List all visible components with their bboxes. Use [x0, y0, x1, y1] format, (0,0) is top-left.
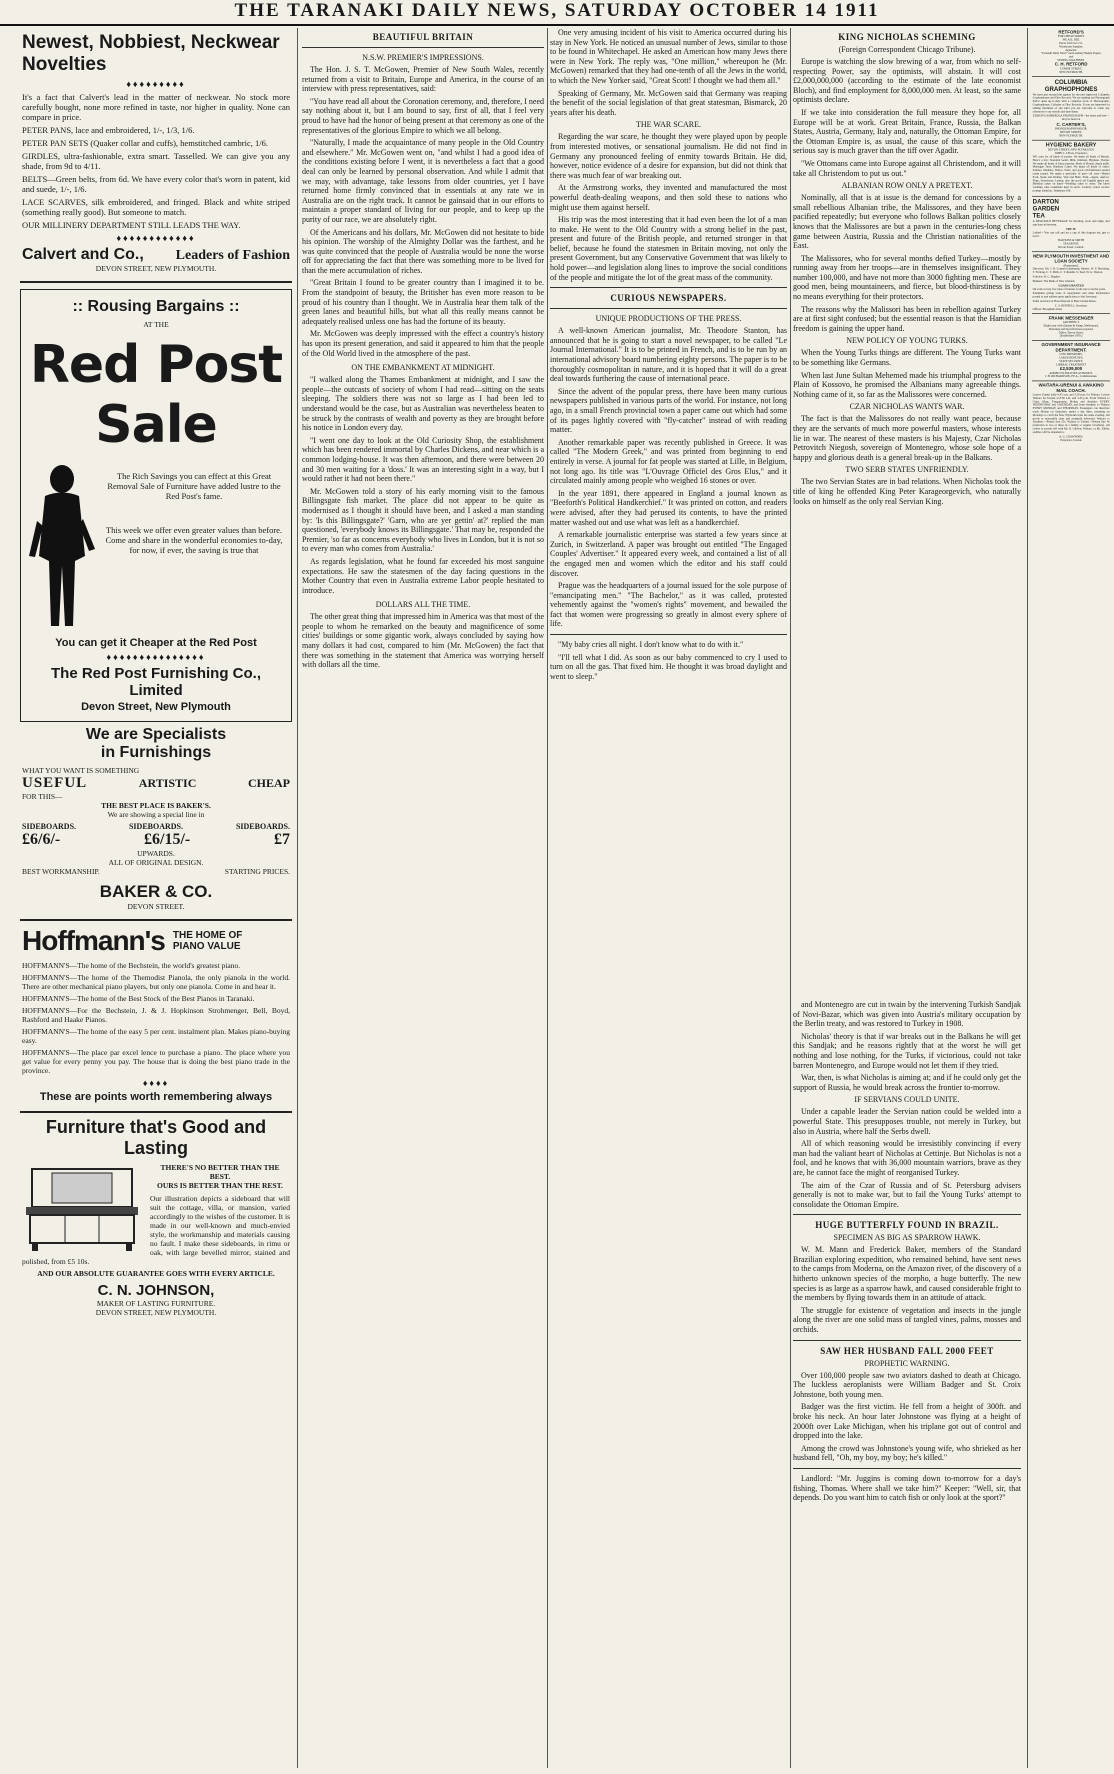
- hoffmann-home: THE HOME OF PIANO VALUE: [172, 930, 243, 952]
- darton-body: A DELICIOUS BEVERAGE for morning, noon and night, and any hour in between.: [1032, 219, 1110, 227]
- article-paragraph: Prague was the headquarters of a journal issued for the sole purpose of "emancipating men." "The Bachelor," as it was called, protested vehemently against the "women's rights" movement, and bewailed the fact that women were progressing so greatly in almost every sphere of life.: [550, 581, 787, 629]
- article-subtitle: PROPHETIC WARNING.: [864, 1358, 950, 1368]
- advertisements-column-left: [20, 28, 292, 1768]
- column-rule: [297, 28, 298, 1768]
- hoffmann-advertisement: [20, 921, 292, 1113]
- calvert-line: PETER PANS, lace and embroidered, 1/-, 1/3, 1/6.: [22, 125, 195, 135]
- article-paragraph: Nominally, all that is at issue is the demand for concessions by a small rebellious Albanian tribe, the Malissores, and they have been pacified repeatedly; but everyone who follows Balkan politics closely knows that the Malissores are but a pawn in the centuries-long chess game between Austria, Russia and the Christian nationalities of the East.: [793, 193, 1021, 251]
- insurance-line: LIBERAL TREATMENT: [1056, 362, 1087, 366]
- investment-offices: Offices: Brougham-street: [1032, 307, 1063, 311]
- baker-special: We are showing a special line in: [107, 810, 205, 819]
- columbia-advertisement: [1032, 77, 1110, 141]
- insurance-amount: £2,539,000: [1060, 365, 1083, 372]
- sideboard-price: £6/6/-: [22, 831, 61, 848]
- article-paragraph: If we take into consideration the full measure they hope for, all Europe will be at work. Great Britain, France, Russia, the Balkan States, Austria, Germany, Italy and, naturally, the Ottoman Empire, for the Ottoman Empire is, as usual, the cause of this scare, which the serious say is much graver than the tiff over Agadir.: [793, 107, 1021, 156]
- retford-prices: Prices from 5s to £1.: [1059, 41, 1084, 45]
- column-rule: [547, 28, 548, 1768]
- article-paragraph: and Montenegro are cut in twain by the intervening Turkish Sandjak of Novi-Bazar, which was given into Austria's military occupation by the Berlin treaty, and was restored to Turkey in 1908.: [793, 1000, 1021, 1029]
- baker-address: DEVON STREET.: [127, 902, 185, 911]
- retford-advertisement: [1032, 28, 1110, 77]
- article-paragraph: A remarkable journalistic enterprise was started a few years since at Zurich, in Switzerland. A paper was brought out entitled "The Engaged Couples' Advertiser." It appeared every week, and contained a list of all the engaged men and women which the editor and his staff could discover.: [550, 530, 787, 578]
- johnson-address: DEVON STREET, NEW PLYMOUTH.: [95, 1308, 217, 1317]
- retford-title: RETFORD'S: [1058, 29, 1084, 35]
- article-paragraph: The reasons why the Malissori has been in rebellion against Turkey are at first sight confused; but the essential reason is that the Hamidian freedom is gaining the upper hand.: [793, 304, 1021, 333]
- retford-and: and: [1069, 54, 1074, 59]
- section-heading: NEW POLICY OF YOUNG TURKS.: [846, 336, 968, 346]
- johnson-advertisement: [20, 1113, 292, 1325]
- ornament: ♦♦♦♦♦♦♦♦♦♦♦♦♦♦♦: [106, 652, 206, 662]
- red-post-company: The Red Post Furnishing Co., Limited: [51, 665, 261, 699]
- hoffmann-line: HOFFMANN'S—For the Bechstein, J. & J. Hopkinson Strohmenger, Bell, Boyd, Rashford and Haake Pianos.: [22, 1006, 290, 1024]
- baker-name: BAKER & CO.: [99, 882, 213, 901]
- article-title: SAW HER HUSBAND FALL 2000 FEET: [820, 1345, 994, 1356]
- baker-workmanship: BEST WORKMANSHIP.: [22, 867, 100, 876]
- baker-artistic: ARTISTIC: [138, 776, 197, 790]
- section-heading: CZAR NICHOLAS WANTS WAR.: [849, 402, 965, 412]
- article-paragraph: A well-known American journalist, Mr. Theodore Stanton, has announced that he is going to start a novel newspaper, to be called "Le Journal International." It is to be printed in French, and is to be run by an international advisory board numbering eighty persons. The paper is to be thoroughly cosmopolitan in nature, and it is hoped that it will do a great deal towards furthering the cause of international peace.: [550, 326, 787, 384]
- red-post-advertisement: [20, 289, 292, 722]
- divider: [302, 47, 544, 48]
- section-heading: THE WAR SCARE.: [636, 120, 701, 130]
- investment-bankers: Bankers: The Bank of New Zealand.: [1032, 279, 1076, 283]
- article-paragraph: "I'll tell what I did. As soon as our baby commenced to cry I used to turn on all the gas. That fixed him. He thought it was broad daylight and went to sleep.": [550, 652, 787, 681]
- article-paragraph: The struggle for existence of vegetation and insects in the jungle along the river are one solid mass of tangled vines, palms, mosses and orchids.: [793, 1305, 1021, 1335]
- baker-starting: STARTING PRICES.: [224, 867, 290, 876]
- insurance-agent: J. H. RICHARDSON, F.F.A., Commissioner.: [1044, 374, 1098, 378]
- messenger-title: ARCHITECT.: [1062, 320, 1080, 324]
- hoffmann-line: HOFFMANN'S—The home of the Themodist Pianola, the only pianola in the world. There are other mechanical piano players, but only one pianola. Come in and hear it.: [22, 973, 290, 991]
- insurance-advertisement: [1032, 341, 1110, 381]
- calvert-line: GIRDLES, ultra-fashionable, extra smart. Tasselled. We can give you any shade, from 9d to 4/11.: [22, 151, 290, 171]
- calvert-line: BELTS—Green belts, from 6d. We have every color that's worn in patent, kid and suede, 1/-, 1/6.: [22, 174, 290, 194]
- baker-head-2: in Furnishings: [100, 744, 212, 761]
- calvert-line: LACE SCARVES, silk embroidered, and fringed. Black and white striped (something really good). But someone to match.: [22, 197, 290, 217]
- sideboard-illustration-image: [22, 1163, 142, 1253]
- insurance-line: LOW PREMIUMS,: [1059, 352, 1083, 356]
- messenger-note: (Eight year with Oakden & Kemp, Melbourne).: [1043, 323, 1099, 328]
- columbia-title: COLUMBIA GRAPHOPHONES: [1044, 78, 1098, 93]
- sideboard-label: SIDEBOARDS.: [235, 822, 290, 831]
- investment-secretary: C. S. RENNELL, Secretary.: [1054, 303, 1088, 308]
- article-title: KING NICHOLAS SCHEMING: [838, 32, 976, 42]
- curious-newspapers-article: [550, 28, 787, 1768]
- silhouette-figure-image: [27, 461, 97, 631]
- johnson-tagline-1: THERE'S NO BETTER THAN THE BEST.: [160, 1163, 280, 1181]
- calvert-slogan: Leaders of Fashion: [175, 248, 290, 263]
- baker-designs: ALL OF ORIGINAL DESIGN.: [108, 858, 204, 867]
- section-heading: TWO SERB STATES UNFRIENDLY.: [845, 465, 969, 475]
- ornament: ♦♦♦♦♦♦♦♦♦: [126, 79, 186, 89]
- insurance-added: ADDED TO POLICIES AS BONUS.: [1049, 371, 1093, 375]
- hoffmann-footer: These are points worth remembering always: [39, 1091, 273, 1103]
- article-title: HUGE BUTTERFLY FOUND IN BRAZIL.: [815, 1220, 999, 1231]
- messenger-name: FRANK MESSENGER: [1048, 315, 1094, 321]
- darton-title: GARDEN: [1032, 205, 1060, 212]
- baker-for-this: FOR THIS—: [22, 792, 63, 801]
- sideboard-price: £7: [274, 831, 290, 848]
- article-paragraph: Among the crowd was Johnstone's young wife, who shrieked as her husband fell, "Oh, my boy, my boy; he's killed.": [793, 1443, 1021, 1463]
- hoffmann-line: HOFFMANN'S—The home of the Best Stock of the Best Pianos in Taranaki.: [22, 994, 255, 1003]
- masthead: THE TARANAKI DAILY NEWS, SATURDAY OCTOBER 14 1911: [0, 0, 1114, 26]
- retford-name: C. H. RETFORD: [1054, 61, 1088, 67]
- hoffmann-line: HOFFMANN'S—The place par excel lence to purchase a piano. The place where you get value for every penny you pay. The house that is doing the best piano trade in the province.: [22, 1048, 290, 1075]
- article-paragraph: "You have read all about the Coronation ceremony, and, therefore, I need say nothing about it, but I am bound to say, first of all, that I feel very proud to have had the honor of being present at that ceremony as one of the representatives of the glorious Empire to which we all belong.: [302, 96, 544, 135]
- darton-title: DARTON: [1032, 198, 1059, 205]
- calvert-address: DEVON STREET, NEW PLYMOUTH.: [95, 264, 217, 273]
- article-paragraph: At the Armstrong works, they invented and manufactured the most powerful death-dealing weapons, and then sold these to nations who might use them against herself.: [550, 183, 787, 212]
- ornament: ♦♦♦♦♦♦♦♦♦♦♦♦: [116, 233, 196, 243]
- calvert-name: Calvert and Co.,: [22, 246, 144, 263]
- article-paragraph: In the year 1891, there appeared in England a journal known as "Beeforth's Political Handkerchief." It was printed on cotton, and readers were advised, after they had perused its contents, to have the printed matter washed out and use what was left as a handkerchief.: [550, 488, 787, 527]
- messenger-office: Office: Devon Street,: [1058, 330, 1084, 334]
- messenger-est: [Established 1876.]: [1059, 334, 1083, 338]
- investment-loans: LOANS GRANTED: [1058, 283, 1084, 288]
- coach-title: WAITARA-URENUI & AWAKINO MAIL COACH.: [1038, 382, 1104, 393]
- coach-name: A. G. CRAWFORD,: [1059, 434, 1084, 439]
- article-paragraph: Mr. McGowen was deeply impressed with the effect a country's history has upon its present generation, and said it appeared to him that the people of the Old World lived in the atmosphere of the past.: [302, 329, 544, 358]
- article-paragraph: Europe is watching the slow brewing of a war, from which no self-respecting Power, say the optimists, will abstain. It will cost £2,000,000,000 (according to the estimate of the late economist Bloch), and find employment for 8,000,000 men. At least, so the same optimists declare.: [793, 57, 1021, 105]
- baker-best-place: THE BEST PLACE IS BAKER'S.: [101, 801, 211, 810]
- divider: [793, 1468, 1021, 1469]
- article-paragraph: The fact is that the Malissores do not really want peace, because they are the servants of much more powerful masters, whose interests lie in war. The nearest of these masters is his Majesty, Czar Nicholas Petrovitch Niegosh, sovereign of Montenegro, whose sole hope of a happy and glorious death is a general break-up in the Balkans.: [793, 414, 1021, 462]
- columbia-edison: EDISON'S AMBEROLA PHONOGRAPH—the latest and best—may be heard at: [1032, 114, 1110, 121]
- baker-advertisement: [20, 722, 292, 921]
- article-paragraph: "My baby cries all night. I don't know what to do with it.": [558, 640, 744, 650]
- article-paragraph: The other great thing that impressed him in America was that most of the people to whom he remarked on the beauty and magnificence of some cities' buildings or some gigantic work, always concluded by saying how many dollars it had cost, compared to him (Mr. McGowen) the fact that there was something in the statement that America was worrying herself with dollars all the time.: [302, 612, 544, 670]
- hoffmann-line: HOFFMANN'S—The home of the Bechstein, the world's greatest piano.: [22, 961, 241, 970]
- retford-agency-text: "Taranaki Daily News" and Leading Weekly Papers,: [1040, 51, 1102, 55]
- hoffmann-name: Hoffmann's: [22, 925, 165, 956]
- johnson-body: Our illustration depicts a sideboard that will suit the cottage, villa, or mansion, varied accordingly to the wishes of the customer. It is made in our well-known and much-envied style, the workmanship and materials causing no fault. I make these sideboards, in rimu or oak, with large bevelled mirror, stained and polished, from £5 10s.: [22, 1194, 290, 1266]
- baker-cheap: CHEAP: [247, 776, 290, 790]
- divider: [550, 287, 787, 288]
- coach-body: Leaves Urenui daily 6.45 a.m. and 3.50 p.m. for Waitara. Leaves Waitara for Urenui at 8.30 a.m. and 5.45 p.m. From Waitara to Uruti, Okau, Tongaporutu, Mokau and Awakino EVERY WEDNESDAY and SATURDAY, and from Awakino to Waitara EVERY MONDAY and THURSDAY. Passengers can therefore reach Mokau on Saturdays, spend a day there, returning on Mondays to catch the New Plymouth train the same evening. All goods at reasonable rates and promptly delivered. Waitara to Awakino.—Return fare 25s. Waitara to Urenui.—Return fare 4s (reduction to two or three in a family or regular travellers). All orders or parcels left with Mr. R. Gibbon, Waitara, or Mr. Kibby, saddler, will be attended to.: [1032, 392, 1110, 434]
- article-paragraph: "Naturally, I made the acquaintance of many people in the Old Country and elsewhere." Mr. McGowen went on, "and whilst I had a good idea of the conditions existing before I went, it is nevertheless a fact that a good deal can only be learned by personal observation. And while I admit that we may, with advantage, take lessons from older countries, yet I have returned home firmly convinced that in essentials at any rate we in Australia are on the right track. It cannot be gainsaid that in our efforts to maintain a proper standard of living for our people, and to keep up the purity of our race, we are absolutely right.: [302, 138, 544, 224]
- article-paragraph: The Malissores, who for several months defied Turkey—mostly by running away from her troops—are in themselves insignificant. They number 100,000, and have not more than 3000 fighting men. These are good men, being mountaineers, and fierce, but blood-thirstiness is by no means everything for their protectors.: [793, 253, 1021, 302]
- retford-agencies: Agencies:: [1065, 48, 1077, 52]
- calvert-line: It's a fact that Calvert's lead in the matter of neckwear. No stock more carefully bought, none more refined in taste, nor higher in quality. None can compare in price.: [22, 92, 290, 122]
- article-title: BEAUTIFUL BRITAIN: [372, 32, 474, 42]
- article-paragraph: Nicholas' theory is that if war breaks out in the Balkans he will get this Sandjak; and he reasons rightly that at the worst he will get nothing and lose nothing, for the Turks, if victorious, could not take barren Montenegro, and Europe would not let them if they tried.: [793, 1031, 1021, 1070]
- red-post-body-1: The Rich Savings you can effect at this Great Removal Sale of Furniture have added lustre to the Red Post's fame.: [107, 471, 281, 501]
- article-paragraph: The aim of the Czar of Russia and of St. Petersburg advisers generally is not to make war, but to fail the Young Turks' attempt to consolidate the Ottoman Empire.: [793, 1180, 1021, 1209]
- red-post-body-2: This week we offer even greater values than before. Come and share in the wonderful economies to-day, for now, if ever, the saving is true that: [105, 525, 283, 555]
- mail-coach-advertisement: [1032, 381, 1110, 444]
- column-rule: [790, 28, 791, 1768]
- red-post-title: Red Post Sale: [29, 335, 283, 455]
- article-subtitle: (Foreign Correspondent Chicago Tribune).: [838, 45, 976, 54]
- retford-street: CURRIE STREET,: [1059, 66, 1083, 71]
- bakery-title: HYGIENIC BAKERY: [1045, 141, 1097, 148]
- divider: [550, 634, 787, 635]
- columbia-name: C. CARTER'S,: [1056, 121, 1086, 127]
- johnson-maker: MAKER OF LASTING FURNITURE.: [96, 1299, 216, 1308]
- section-heading: DOLLARS ALL THE TIME.: [375, 600, 471, 610]
- investment-directors: Directors: Mr. J. B. Connett (chairman), Messrs. W. P. Brooking, T. Furlong, C. T. Mills, C. T. Rundle, S. Teed, W. G. Weston.: [1032, 267, 1110, 274]
- darton-tea-advertisement: [1032, 197, 1110, 252]
- article-paragraph: When the Young Turks things are different. The Young Turks want to be something like Germans.: [793, 348, 1021, 368]
- baker-upwards: UPWARDS.: [137, 849, 175, 858]
- investment-title: NEW PLYMOUTH INVESTMENT AND LOAN SOCIETY: [1032, 253, 1110, 264]
- article-paragraph: Regarding the war scare, he thought they were played upon by people from interested motives, or sensational journalism. He did not find in Germany any pronounced feeling of enmity towards Britain. He did, however, notice evidence of a desire for expansion, but did not think that there was much fear of war breaking out.: [550, 132, 787, 180]
- section-heading: ALBANIAN ROW ONLY A PRETEXT.: [841, 181, 973, 191]
- article-paragraph: Under a capable leader the Servian nation could be welded into a powerful State. This presupposes trouble, not merely in Turkey, but also in Austria, where half the Serbs dwell.: [793, 1107, 1021, 1136]
- columbia-parlor: PHONOGRAPH PARLOR,: [1054, 126, 1088, 131]
- sideboard-label: SIDEBOARDS.: [22, 822, 77, 831]
- columbia-body: We have just secured the agency for the new improved Columbia Graphophones and Disc Records. We are making our Phonograph Parlor quite up-to-date with a complete stock of Phonographs, Graphophones, Cylinder or Disc Records. If you are interested in talking machines of any kind you are welcome to come any afternoon to our recitals and hear them.: [1032, 92, 1110, 113]
- article-paragraph: The two Servian States are in bad relations. When Nicholas took the title of king he offended King Peter Karageorgevich, who naturally looks on himself as the only real Servian King.: [793, 477, 1021, 506]
- article-paragraph: Another remarkable paper was recently published in Greece. It was called "The Modern Greek," and was printed from beginning to end entirely in verse. A journal for fat people was started at Lille, in Belgium, not long ago. Its title was "L'Ouvrage Officiel des Gros Elus," and it circulated mainly among people who weighed 16 stones or over.: [550, 437, 787, 486]
- article-paragraph: W. M. Mann and Frederick Baker, members of the Standard Brazilian exploring expedition, who remained behind, have sent news to the camps from Moderna, on the Amazon river, of the discovery of a hitherto unknown species of the morpho, a huge butterfly. The new species is as large as a sparrow hawk, and caused considerable fright to the members by flying towards them in an attitude of attack.: [793, 1245, 1021, 1303]
- darton-title: TEA: [1032, 212, 1045, 220]
- article-paragraph: When last June Sultan Mehemed made his triumphal progress to the Plain of Kossovo, he promised the Albanians many agreeable things. Nothing came of it, so far as the Malissores were concerned.: [793, 370, 1021, 399]
- darton-depot: TEA DEPOT,: [1063, 241, 1080, 246]
- article-paragraph: "Great Britain I found to be greater country than I imagined it to be. From the standpoint of beauty, the Britisher has even more reason to be proud of his country than I thought. We in Australia hear them talk of the green lanes and beautiful hills, but what all this really means cannot be adequately realised unless one has had the fortune of its beauty.: [302, 278, 544, 326]
- columbia-street: DEVON STREET,: [1060, 130, 1083, 134]
- investment-loans-text: On scale at very low rates of interest, from one to twelve years.: [1032, 287, 1106, 291]
- calvert-body: [22, 92, 290, 230]
- article-paragraph: Since the advent of the popular press, there have been many curious newspapers published in various parts of the world. For instance, not long ago, in a small French provincial town a paper came out which had some of its pages lightly covered with "fly-catcher" instead of with reading matter.: [550, 386, 787, 435]
- calvert-headline: Newest, Nobbiest, Neckwear Novelties: [22, 32, 280, 75]
- bakery-address: DEVON STREET, NEW PLYMOUTH.: [1047, 148, 1095, 152]
- investment-solicitor: Solicitor: R. C. Hughes.: [1032, 274, 1061, 279]
- at-the: AT THE: [143, 320, 169, 329]
- retford-line: WE ALL DID.: [1062, 37, 1080, 42]
- article-paragraph: "I went one day to look at the Old Curiosity Shop, the establishment which has been rendered immortal by Charles Dickens, and near which is a common lodging-house. It was then afternoon, and there were between 20 and 30 men waiting for a 'doss.' It was an interesting sight in a way, but I would rather it had not been there.": [302, 435, 544, 484]
- article-paragraph: Over 100,000 people saw two aviators dashed to death at Chicago. The luckless aeroplanists were William Badger and St. Croix Johnstone, both young men.: [793, 1370, 1021, 1399]
- column-rule: [1027, 28, 1028, 1768]
- article-subtitle: UNIQUE PRODUCTIONS OF THE PRESS.: [595, 314, 742, 324]
- article-paragraph: One very amusing incident of his visit to America occurred during his stay in New York. He noticed an unusual number of Jews, similar to those to be found in Whitechapel. He asked an American how many Jews there were in New York. The reply was, "One million," whereupon he (Mr. McGowen) remarked that they had one-tenth of all the Jews in the world, to which the New Yorker said, "Great Scott! I thought we had them all.": [550, 28, 787, 85]
- rousing-bargains: :: Rousing Bargains ::: [72, 298, 240, 315]
- article-paragraph: Badger was the first victim. He fell from a height of 300ft. and broke his neck. An hour later Johnstone was flying at a height of 2000ft over Lake Michigan, when his triplane got out of control and dropped into the lake.: [793, 1402, 1021, 1441]
- johnson-tagline-2: OURS IS BETTER THAN THE REST.: [157, 1181, 283, 1190]
- article-title: CURIOUS NEWSPAPERS.: [610, 293, 727, 304]
- bakery-body: WE cater for all kinds of parties. We make all kinds of Breads. Here's a few: Standard Germ, Milk, Oatmeal, Hygiene, Vienna. We make all kinds of fancy pastries: Made of Honey, Apple puffs, Meringue Tarts, Banbury Cakes. We make all kinds of cakes: Sultana, Madeira, Venice, Paris, and good old-fashioned seeded raisin pound. We make a speciality of pies—all sorts—Baked Pork, Steak and Kidney, Veal and Ham. Fruit—Apple, Apricot, Plum, Strawberry, Lemon; also the good old English mince pie. Birthday cakes on hand—Wedding cakes to order. The latest wedding cake ornaments kept in stock. Country orders receive prompt attention. Telephone 106.: [1032, 154, 1110, 193]
- article-paragraph: Of the Americans and his dollars, Mr. McGowen did not hesitate to bide his opinion. The worship of the Almighty Dollar was the farthest, and he was quite convinced that the people of Australia would be none the worse off for appreciating the fact that there was something more to be lived for than the mere accumulation of riches.: [302, 227, 544, 275]
- article-paragraph: Mr. McGowen told a story of his early morning visit to the famous Billingsgate fish market. The place did not appear to be quite as modernised as I thought it should have been, and I asked a man standing by: 'Is this Billingsgate?' 'Garn, who are yer gettin' at?' replied the man questioned, 'everybody knows its Billingsgate.' That may be, responded the Premier, 'so far as concerns everybody who lives in London, but it is not so to every man who comes from Australia.': [302, 486, 544, 554]
- bakery-owner: JOHN C. LEGG, Proprietor,: [1054, 151, 1088, 155]
- messenger-drawings: Drawings and Specifications prepared.: [1048, 327, 1094, 331]
- hoffmann-line: HOFFMANN'S—The home of the easy 5 per cent. instalment plan. Makes piano-buying easy.: [22, 1027, 290, 1045]
- article-paragraph: "We Ottomans came into Europe against all Christendom, and it will take all Christendom to put us out.": [793, 158, 1021, 178]
- baker-useful: USEFUL: [22, 775, 88, 791]
- coach-role: Proprietor, Urenui.: [1060, 438, 1082, 442]
- article-paragraph: "I walked along the Thames Embankment at midnight, and I saw the people—the outcasts of society of whom I had read—sitting on the seats sleeping. The soldiers there was not so large as I had been led to understand would be the case, but as Australian was nevertheless beaten to be struck by the contrasts of wealth and poverty as they are brought before his notice in London every day.: [302, 375, 544, 433]
- article-paragraph: Speaking of Germany, Mr. McGowen said that Germany was reaping the benefit of the social legislation of that great statesman, Bismarck, 20 years after his death.: [550, 88, 787, 117]
- hygienic-bakery-advertisement: [1032, 141, 1110, 197]
- investment-pamphlets: Pamphlets giving scale of repayments and other information posted to any address upon application to the Secretary.: [1032, 291, 1110, 299]
- article-subtitle: N.S.W. PREMIER'S IMPRESSIONS.: [362, 53, 484, 62]
- article-paragraph: His trip was the most interesting that it had even been the lot of a man to make. He went to the Old Country with a strong belief in the past, present and future of the British people, and returned stronger in that belief, because he found the statesmen in Britain moving, not only the present Government, but any Conservative Government that was likely to hold power—and legislation along lines to improve the social conditions of the people and mitigate the lot of the great mass of the community.: [550, 215, 787, 282]
- article-paragraph: All of which reasoning would be irresistibly convincing if every man had the valiant heart of Nicholas at Cettinje. But Nicholas is not a fool, and he knows that with 36,000 mountain warriors, brave as they are, he cannot face the might of reorganised Turkey.: [793, 1139, 1021, 1177]
- darton-ladies: Ladies!—You can call and try a cup of this fragrant tea, just to test it.: [1032, 230, 1110, 238]
- article-subtitle: SPECIMEN AS BIG AS SPARROW HAWK.: [833, 1233, 981, 1243]
- darton-try: TRY IT.: [1066, 227, 1077, 231]
- calvert-line: PETER PAN SETS (Quaker collar and cuffs), hemstitched cambric, 1/6.: [22, 138, 268, 148]
- red-post-cheaper: You can get it Cheaper at the Red Post: [55, 637, 257, 649]
- messenger-advertisement: [1032, 314, 1110, 341]
- retford-sewing: SEWING MACHINES.: [1057, 58, 1085, 62]
- retford-town: NEW PLYMOUTH.: [1059, 70, 1083, 74]
- divider: [550, 308, 787, 309]
- retford-line: FOR CHEAP SKIRTS: [1057, 34, 1085, 38]
- article-paragraph: As regards legislation, what he found far exceeded his most sanguine expectations. He saw the statesmen of the day facing questions in the Mother Country that even in Australia extreme Labor people hesitated to introduce.: [302, 556, 544, 595]
- calvert-line: OUR MILLINERY DEPARTMENT STILL LEADS THE WAY.: [22, 220, 241, 230]
- sideboard-label: SIDEBOARDS.: [128, 822, 183, 831]
- butterfly-and-aviators-articles: [793, 1000, 1021, 1768]
- darton-sellers: HAWKINS & SMITH: [1058, 238, 1085, 242]
- columbia-town: NEW PLYMOUTH.: [1059, 133, 1083, 138]
- advertisements-column-right: [1032, 28, 1110, 1768]
- calvert-advertisement: [20, 28, 292, 283]
- divider: [793, 1214, 1021, 1215]
- section-heading: ON THE EMBANKMENT AT MIDNIGHT.: [351, 363, 495, 373]
- insurance-line: LARGE BONUSES,: [1058, 355, 1084, 360]
- article-paragraph: The Hon. J. S. T. McGowen, Premier of New South Wales, recently returned from a visit to Britain, Europe and America, in the course of an interview with press representatives, said:: [302, 65, 544, 94]
- baker-head-1: We are Specialists: [85, 726, 227, 743]
- johnson-headline: Furniture that's Good and Lasting: [45, 1117, 267, 1158]
- investment-permanent: (Permanent).: [1063, 263, 1079, 268]
- retford-warehouse: Warehouse Samples.: [1059, 44, 1084, 49]
- ornament: ♦♦♦♦: [142, 1078, 170, 1088]
- investment-society-advertisement: [1032, 252, 1110, 314]
- darton-street: Devon Street, Central.: [1058, 245, 1085, 249]
- baker-want: WHAT YOU WANT IS SOMETHING: [22, 766, 140, 775]
- section-heading: IF SERVIANS COULD UNITE.: [854, 1095, 960, 1105]
- investment-deposit: Sums received on Fixed Deposit at Best Current Rates.: [1032, 299, 1097, 303]
- beautiful-britain-article: [302, 28, 544, 1768]
- insurance-line: STATE SECURITY,: [1059, 359, 1083, 363]
- johnson-name: C. N. JOHNSON,: [97, 1282, 215, 1299]
- insurance-title: GOVERNMENT INSURANCE DEPARTMENT.: [1041, 342, 1101, 353]
- johnson-guarantee: AND OUR ABSOLUTE GUARANTEE GOES WITH EVERY ARTICLE.: [37, 1269, 275, 1278]
- red-post-address: Devon Street, New Plymouth: [81, 701, 231, 713]
- sideboard-price: £6/15/-: [144, 831, 191, 848]
- article-paragraph: Landlord: "Mr. Juggins is coming down to-morrow for a day's fishing, Thomas. Where shall we take him?" Keeper: "Well, sir, that depends. Do you want him to catch fish or only look at the sport?": [793, 1473, 1021, 1503]
- divider: [793, 1340, 1021, 1341]
- article-paragraph: War, then, is what Nicholas is aiming at; and if he could only get the support of Russia, he would break across the frontier to-morrow.: [793, 1073, 1021, 1092]
